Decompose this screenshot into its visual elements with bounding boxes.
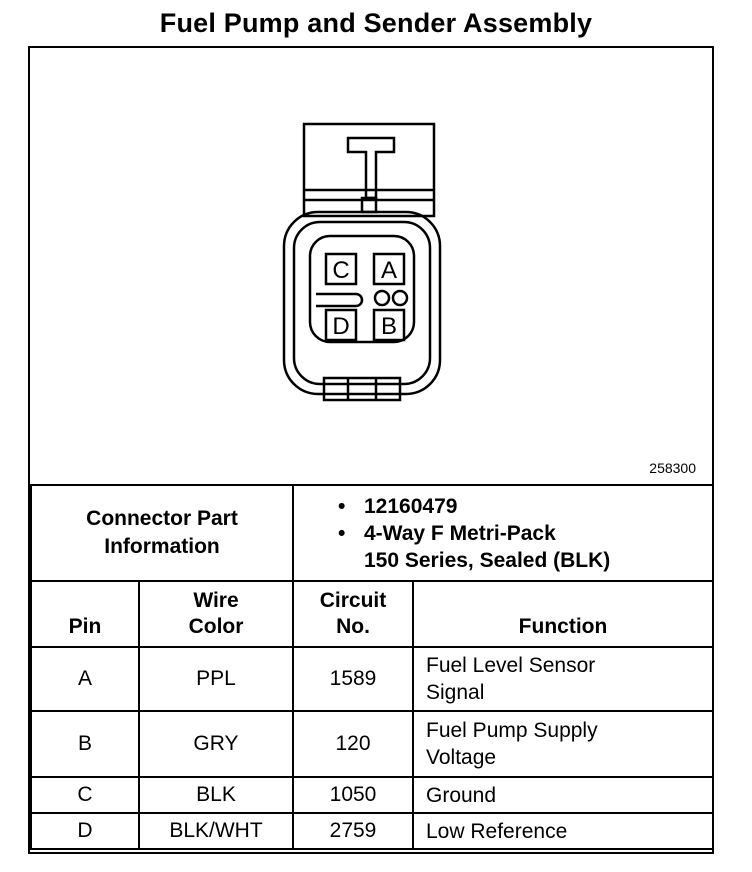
pin-label-c: C xyxy=(332,257,350,284)
header-function: Function xyxy=(413,581,713,647)
diagram-frame xyxy=(28,46,714,854)
table-header-row xyxy=(31,581,713,647)
header-wire-color: Wire Color xyxy=(139,581,293,647)
pin-label-d: D xyxy=(332,313,350,340)
seal-circle xyxy=(375,291,389,305)
header-circuit: Circuit No. xyxy=(293,581,413,647)
page-title: Fuel Pump and Sender Assembly xyxy=(159,8,593,38)
connector-info-row xyxy=(31,485,713,581)
header-pin: Pin xyxy=(31,581,139,647)
seal-circle xyxy=(393,291,407,305)
connector-table xyxy=(30,484,714,850)
connector-diagram xyxy=(30,48,712,484)
table-row: A PPL 1589 Fuel Level Sensor Signal xyxy=(31,647,713,711)
table-row: C BLK 1050 Ground xyxy=(31,777,713,813)
pin-label-a: A xyxy=(380,257,398,284)
connector-info-values: • 12160479 • 4-Way F Metri-Pack 150 Series, Sealed (BLK) xyxy=(293,485,713,581)
table-row: B GRY 120 Fuel Pump Supply Voltage xyxy=(31,711,713,777)
figure-number: 258300 xyxy=(649,460,696,476)
connector-info-label: Connector Part Information xyxy=(31,485,293,581)
table-row: D BLK/WHT 2759 Low Reference xyxy=(31,813,713,849)
bullet-item: • 4-Way F Metri-Pack xyxy=(338,521,556,545)
connector-illustration xyxy=(30,48,712,484)
bullet-item: • 12160479 xyxy=(338,494,458,518)
pin-label-b: B xyxy=(380,313,398,340)
